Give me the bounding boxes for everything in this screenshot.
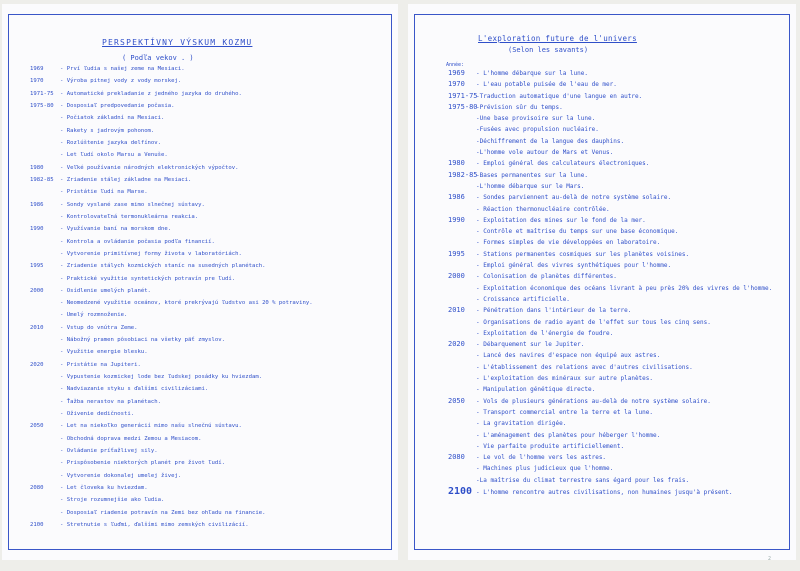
entry-text: - Výroba pitnej vody z vody morskej. — [60, 78, 182, 85]
timeline-entry — [30, 276, 235, 283]
timeline-entry — [30, 312, 127, 319]
timeline-entry — [448, 183, 584, 190]
timeline-entry — [448, 217, 646, 224]
entry-text: - Kontrolovateľná termonukleárna reakcia. — [60, 213, 199, 220]
timeline-entry — [448, 465, 613, 472]
timeline-entry — [30, 115, 164, 122]
timeline-entry — [30, 300, 313, 307]
timeline-entry — [30, 399, 161, 406]
timeline-entry — [448, 81, 617, 88]
timeline-entry — [30, 460, 225, 467]
timeline-entry — [448, 262, 671, 269]
timeline-entry — [448, 364, 693, 371]
timeline-entry — [30, 386, 208, 393]
right-page-title: L'exploration future de l'univers — [478, 34, 637, 43]
entry-text: - Zriadenie stálych kozmických staníc na susedných planétach. — [60, 263, 266, 270]
entry-text: - Pénétration dans l'intérieur de la terre. — [476, 307, 632, 315]
timeline-entry — [448, 296, 570, 303]
entry-year: 2080 — [30, 485, 44, 492]
entry-year: 1980 — [448, 159, 465, 168]
entry-text: - Formes simples de vie développées en laboratoire. — [476, 239, 661, 247]
entry-year: 2000 — [30, 287, 44, 294]
entry-text: - Automatické prekladanie z jedného jazyka do druhého. — [60, 90, 242, 97]
timeline-entry — [30, 510, 265, 517]
timeline-entry — [448, 228, 678, 235]
entry-text: - Kontrola a ovládanie počasia podľa financií. — [60, 238, 215, 245]
timeline-entry — [448, 104, 563, 111]
timeline-entry — [30, 362, 141, 369]
entry-year: 1969 — [448, 69, 465, 77]
entry-text: - Počiatok základní na Mesiaci. — [60, 115, 165, 122]
entry-text: - L'établissement des relations avec d'autres civilisations. — [476, 363, 693, 371]
timeline-entry — [30, 497, 164, 504]
page-number: 2 — [768, 556, 772, 562]
entry-text: - Oživenie dedičnosti. — [60, 411, 135, 418]
timeline-entry — [448, 398, 711, 405]
entry-year: 1990 — [448, 215, 465, 224]
timeline-entry — [30, 103, 175, 110]
timeline-entry — [30, 140, 161, 147]
timeline-entry — [448, 477, 689, 484]
entry-text: - Stroje rozumnejšie ako ľudia. — [60, 497, 165, 504]
timeline-entry — [30, 263, 265, 270]
entry-text: - L'eau potable puisée de l'eau de mer. — [476, 81, 617, 89]
entry-text: - Zriadenie stálej základne na Mesiaci. — [60, 176, 192, 183]
entry-text: - Croissance artificielle. — [476, 295, 570, 303]
timeline-entry — [448, 319, 711, 326]
entry-year: 1986 — [30, 201, 44, 208]
entry-text: - Let na niekoľko generácií mimo našu slnečnú sústavu. — [60, 423, 242, 430]
entry-text: - Exploitation économique des océans livrant à peu près 20% des vivres de l'homme. — [476, 284, 773, 292]
entry-text: - Umelý rozmnoženie. — [60, 312, 128, 319]
entry-text: -Bases permanentes sur la lune. — [476, 171, 588, 179]
entry-text: - Nadviazanie styku s ďalšími civilizáciami. — [60, 386, 209, 393]
entry-text: - Obchodná doprava medzi Zemou a Mesiacom. — [60, 435, 202, 442]
entry-text: - Vie parfaite produite artificiellement. — [476, 442, 625, 450]
entry-text: - Exploitation des mines sur le fond de la mer. — [476, 216, 646, 224]
entry-text: -Prévision sûr du temps. — [476, 103, 563, 111]
timeline-entry — [448, 126, 599, 133]
timeline-entry — [30, 423, 242, 430]
entry-text: - Stations permanentes cosmiques sur les planètes voisines. — [476, 250, 690, 258]
entry-year: 1975-80 — [448, 102, 478, 111]
entry-year: 1975-80 — [30, 102, 54, 109]
entry-text: - Prispôsobenie niektorých planét pre život ľudí. — [60, 460, 226, 467]
timeline-entry — [30, 411, 134, 418]
timeline-entry — [448, 194, 671, 201]
entry-text: - Débarquement sur le Jupiter. — [476, 341, 585, 349]
entry-text: - Exploitation de l'énergie de foudre. — [476, 329, 614, 337]
timeline-entry — [448, 138, 624, 145]
entry-text: - Manipulation génétique directe. — [476, 386, 596, 394]
entry-text: - Pristátie na Jupiteri. — [60, 361, 141, 368]
entry-text: - Vytvorenie dokonalej umelej živej. — [60, 472, 182, 479]
entry-text: - Ťažba nerastov na planétach. — [60, 398, 162, 405]
entry-year: 1971-75 — [30, 90, 54, 97]
entry-text: - Vols de plusieurs générations au-delà de notre système solaire. — [476, 397, 711, 405]
entry-text: - Le vol de l'homme vers les astres. — [476, 454, 607, 462]
entry-text: - Nábožný pramen pôsobiaci na všetky päť zmyslov. — [60, 337, 226, 344]
entry-text: - Stretnutie s ľuďmi, ďalšími mimo zemských civilizácií. — [60, 522, 249, 528]
timeline-entry — [448, 443, 624, 450]
entry-year: 2080 — [448, 453, 465, 462]
entry-year: 2000 — [448, 272, 465, 281]
entry-year: 1982-85 — [30, 176, 54, 183]
entry-text: - Ovládanie príťažlivej sily. — [60, 448, 158, 455]
entry-text: - Vypustenie kozmickej lode bez ľudskej posádky ku hviezdam. — [60, 374, 263, 381]
timeline-entry — [448, 115, 595, 122]
timeline-entry — [448, 409, 653, 416]
entry-text: - Let človeka ku hviezdam. — [60, 485, 148, 492]
timeline-entry — [448, 454, 606, 461]
timeline-entry — [448, 93, 642, 100]
entry-text: -Fusées avec propulsion nucléaire. — [476, 126, 599, 134]
entry-text: - Organisations de radio ayant de l'effet sur tous les cinq sens. — [476, 318, 711, 326]
timeline-entry — [30, 177, 191, 184]
timeline-entry — [448, 352, 660, 359]
entry-text: -La maîtrise du climat terrestre sans égard pour les frais. — [476, 476, 690, 484]
entry-year: 1982-85 — [448, 170, 478, 179]
entry-text: -L'homme vole autour de Mars et Venus. — [476, 149, 614, 157]
timeline-entry — [448, 70, 588, 77]
entry-text: - Pristátie ľudí na Marse. — [60, 189, 148, 196]
timeline-entry — [30, 66, 185, 73]
timeline-entry — [448, 239, 660, 246]
timeline-entry — [30, 349, 148, 356]
entry-year: 1970 — [448, 80, 465, 89]
timeline-entry — [30, 288, 151, 295]
entry-year: 2020 — [448, 340, 465, 349]
entry-text: - Neomedzené využitie oceánov, ktoré prekrývajú ľudstvo asi 20 % potraviny. — [60, 300, 313, 307]
timeline-entry — [30, 189, 148, 196]
entry-text: - Praktické využitie syntetických potravín pre ľudí. — [60, 275, 236, 282]
right-date-label: Année: — [446, 62, 465, 68]
timeline-entry — [30, 128, 154, 135]
entry-text: - Využitie energie blesku. — [60, 349, 148, 356]
entry-text: - Dosposiaľ predpovedanie počasia. — [60, 102, 175, 109]
timeline-entry — [30, 251, 242, 258]
timeline-entry — [30, 165, 239, 172]
timeline-entry — [448, 386, 595, 393]
left-page-title: PERSPEKTÍVNY VÝSKUM KOZMU — [102, 38, 253, 47]
timeline-entry — [30, 325, 137, 332]
entry-text: -Une base provisoire sur la lune. — [476, 115, 596, 123]
entry-text: - Osídlenie umelých planét. — [60, 287, 151, 294]
timeline-entry — [30, 448, 158, 455]
entry-year: 2010 — [448, 306, 465, 315]
entry-text: - Využívanie baní na morskom dne. — [60, 226, 172, 233]
right-document-page — [408, 4, 796, 560]
entry-year: 1990 — [30, 226, 44, 233]
entry-year: 2020 — [30, 361, 44, 368]
entry-text: - Lancé des navires d'espace non équipé aux astres. — [476, 352, 661, 360]
entry-year: 1980 — [30, 164, 44, 171]
timeline-entry — [448, 206, 610, 213]
timeline-entry — [30, 214, 198, 221]
entry-text: - Emploi général des calculateurs électroniques. — [476, 160, 650, 168]
entry-text: - L'exploitation des minéraux sur autre planètes. — [476, 375, 654, 383]
timeline-entry — [448, 432, 660, 439]
right-page-subtitle: (Selon les savants) — [508, 46, 589, 54]
entry-year: 2050 — [448, 396, 465, 405]
entry-text: - Machines plus judicieux que l'homme. — [476, 465, 614, 473]
timeline-entry — [30, 337, 225, 344]
entry-text: - L'homme débarque sur la lune. — [476, 70, 588, 77]
timeline-entry — [30, 78, 181, 85]
timeline-entry — [30, 239, 215, 246]
entry-text: - Vstup do vnútra Zeme. — [60, 324, 138, 331]
timeline-entry — [448, 375, 653, 382]
entry-text: - Emploi général des vivres synthétiques pour l'homme. — [476, 262, 672, 270]
timeline-entry — [448, 420, 566, 427]
entry-text: - Colonisation de planètes différentes. — [476, 273, 617, 281]
entry-year: 2050 — [30, 423, 44, 430]
entry-text: - L'aménagement des planètes pour héberger l'homme. — [476, 431, 661, 439]
timeline-entry — [30, 374, 262, 381]
entry-text: - Rakety s jadrovým pohonom. — [60, 127, 155, 134]
timeline-entry — [448, 160, 649, 167]
left-page-subtitle: ( Podľa vekov . ) — [122, 54, 194, 62]
entry-text: - Sondes parviennent au-delà de notre système solaire. — [476, 194, 672, 202]
timeline-entry — [448, 285, 772, 292]
entry-year: 1969 — [30, 66, 44, 72]
timeline-entry — [448, 172, 588, 179]
timeline-entry — [30, 91, 242, 98]
timeline-entry — [448, 488, 732, 496]
timeline-entry — [30, 473, 181, 480]
entry-text: - Sondy vyslané zase mimo slnečnej sústavy. — [60, 201, 205, 208]
timeline-entry — [448, 307, 631, 314]
timeline-entry — [448, 251, 689, 258]
entry-text: - Réaction thermonucléaire contrôlée. — [476, 205, 610, 213]
entry-year: 1986 — [448, 193, 465, 202]
entry-year: 1995 — [30, 263, 44, 270]
entry-year: 1995 — [448, 249, 465, 258]
entry-text: - Rozlúštenie jazyka delfínov. — [60, 139, 162, 146]
entry-text: -L'homme débarque sur le Mars. — [476, 182, 585, 190]
entry-year: 2100 — [30, 522, 44, 528]
left-document-page — [2, 4, 398, 560]
entry-text: - Prví ľudia s našej zeme na Mesiaci. — [60, 66, 185, 72]
timeline-entry — [30, 522, 249, 529]
timeline-entry — [448, 273, 617, 280]
timeline-entry — [30, 226, 171, 233]
timeline-entry — [30, 436, 201, 443]
timeline-entry — [448, 341, 584, 348]
entry-text: - Veľké používanie národných elektronických výpočtov. — [60, 164, 239, 171]
entry-text: -Traduction automatique d'une langue en autre. — [476, 92, 643, 100]
timeline-entry — [448, 149, 613, 156]
entry-year: 1971-75 — [448, 91, 478, 100]
entry-text: - La gravitation dirigée. — [476, 420, 567, 428]
entry-year: 2010 — [30, 324, 44, 331]
entry-text: - Let ľudí okolo Marsu a Venuše. — [60, 152, 168, 159]
entry-year: 1970 — [30, 78, 44, 85]
entry-text: -Déchiffrement de la langue des dauphins. — [476, 137, 625, 145]
entry-text: - Transport commercial entre la terre et la lune. — [476, 408, 654, 416]
timeline-entry — [30, 152, 168, 159]
entry-text: - Dosposiaľ riadenie potravín na Zemi bez ohľadu na financie. — [60, 509, 266, 516]
entry-year: 2100 — [448, 486, 473, 497]
entry-text: - L'homme rencontre autres civilisations, non humaines jusqu'à présent. — [476, 489, 733, 496]
timeline-entry — [30, 485, 148, 492]
entry-text: - Contrôle et maîtrise du temps sur une base économique. — [476, 228, 679, 236]
timeline-entry — [30, 202, 205, 209]
timeline-entry — [448, 330, 613, 337]
entry-text: - Vytvorenie primitívnej formy života v laboratóriách. — [60, 250, 242, 257]
